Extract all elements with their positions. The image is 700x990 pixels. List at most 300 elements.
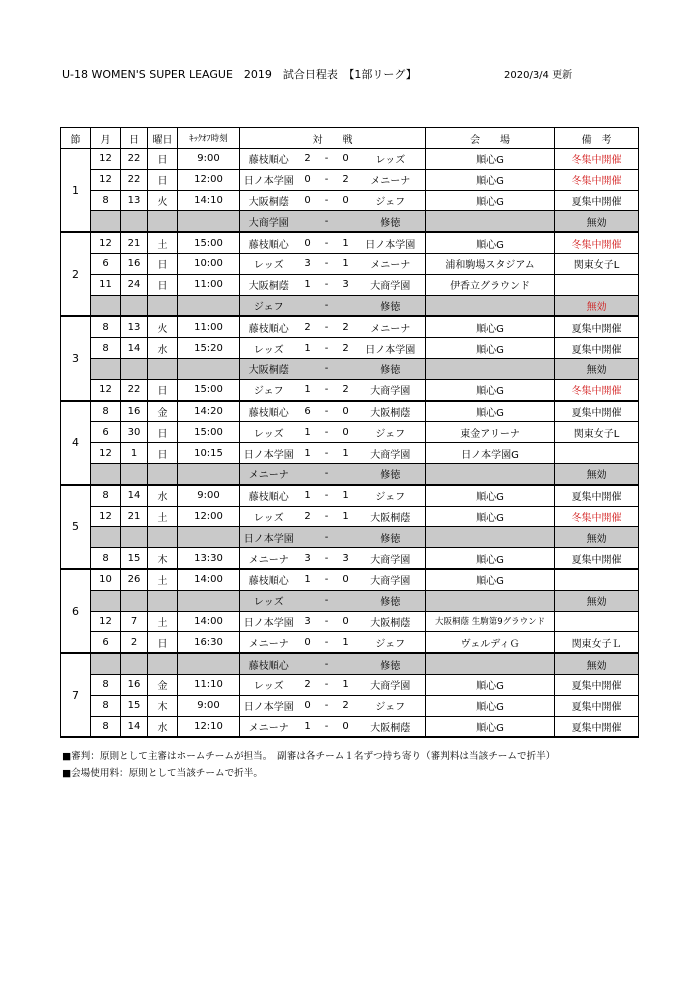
weekday-cell: 日: [148, 149, 178, 170]
away-team: 日ノ本学園: [356, 338, 426, 359]
score-dash: -: [318, 674, 336, 695]
kickoff-cell: 11:00: [178, 274, 240, 295]
table-row: [61, 443, 639, 464]
table-row: [61, 463, 639, 484]
day-cell: 22: [121, 379, 148, 400]
day-cell: 14: [121, 716, 148, 737]
away-score: 0: [336, 401, 356, 422]
home-team: 藤枝順心: [240, 149, 298, 170]
away-score: [336, 358, 356, 379]
month-cell: 12: [91, 611, 121, 632]
venue-cell: 順心G: [426, 674, 555, 695]
day-cell: [121, 358, 148, 379]
score-dash: -: [318, 653, 336, 674]
kickoff-cell: [178, 653, 240, 674]
weekday-cell: [148, 653, 178, 674]
away-score: 1: [336, 632, 356, 653]
table-row: [61, 653, 639, 674]
weekday-cell: [148, 463, 178, 484]
home-team: 藤枝順心: [240, 485, 298, 506]
away-score: 0: [336, 149, 356, 170]
month-cell: 8: [91, 485, 121, 506]
away-team: ジェフ: [356, 632, 426, 653]
month-cell: 8: [91, 190, 121, 211]
home-score: 1: [298, 274, 318, 295]
home-score: 3: [298, 253, 318, 274]
away-team: 修徳: [356, 211, 426, 232]
kickoff-cell: [178, 358, 240, 379]
month-cell: 8: [91, 695, 121, 716]
day-cell: 24: [121, 274, 148, 295]
note-cell: [555, 443, 639, 464]
venue-cell: 順心G: [426, 695, 555, 716]
header-weekday: 曜日: [148, 128, 178, 149]
month-cell: [91, 211, 121, 232]
month-cell: 8: [91, 338, 121, 359]
home-team: レッズ: [240, 590, 298, 611]
venue-cell: 順心G: [426, 316, 555, 337]
away-score: 2: [336, 379, 356, 400]
document-title: U-18 WOMEN'S SUPER LEAGUE 2019 試合日程表 【1部リーグ】: [62, 68, 417, 81]
home-team: メニーナ: [240, 632, 298, 653]
home-team: メニーナ: [240, 548, 298, 569]
note-cell: 冬集中開催: [555, 169, 639, 190]
venue-cell: 順心G: [426, 506, 555, 527]
note-cell: [555, 274, 639, 295]
kickoff-cell: [178, 527, 240, 548]
month-cell: 8: [91, 674, 121, 695]
weekday-cell: 火: [148, 316, 178, 337]
setsu-cell: 7: [61, 653, 91, 737]
score-dash: -: [318, 379, 336, 400]
score-dash: -: [318, 190, 336, 211]
away-score: 0: [336, 716, 356, 737]
venue-cell: 日ノ本学園G: [426, 443, 555, 464]
table-row: [61, 716, 639, 737]
away-team: 大阪桐蔭: [356, 611, 426, 632]
away-score: [336, 527, 356, 548]
day-cell: [121, 653, 148, 674]
score-dash: -: [318, 527, 336, 548]
away-score: 2: [336, 338, 356, 359]
home-score: 1: [298, 716, 318, 737]
score-dash: -: [318, 590, 336, 611]
home-team: 日ノ本学園: [240, 695, 298, 716]
weekday-cell: [148, 527, 178, 548]
away-team: メニーナ: [356, 169, 426, 190]
header-match: 対 戦: [240, 128, 426, 149]
venue-cell: [426, 653, 555, 674]
weekday-cell: 金: [148, 401, 178, 422]
day-cell: 15: [121, 548, 148, 569]
away-score: 1: [336, 253, 356, 274]
score-dash: -: [318, 569, 336, 590]
month-cell: [91, 358, 121, 379]
score-dash: -: [318, 506, 336, 527]
away-team: 修徳: [356, 295, 426, 316]
home-score: 1: [298, 338, 318, 359]
table-row: [61, 674, 639, 695]
score-dash: -: [318, 295, 336, 316]
kickoff-cell: 14:20: [178, 401, 240, 422]
home-score: 6: [298, 401, 318, 422]
home-team: 藤枝順心: [240, 401, 298, 422]
away-score: 2: [336, 169, 356, 190]
kickoff-cell: 14:10: [178, 190, 240, 211]
home-score: 2: [298, 506, 318, 527]
note-cell: 関東女子L: [555, 422, 639, 443]
kickoff-cell: [178, 463, 240, 484]
score-dash: -: [318, 632, 336, 653]
home-score: 0: [298, 190, 318, 211]
home-team: 日ノ本学園: [240, 443, 298, 464]
table-row: [61, 569, 639, 590]
score-dash: -: [318, 443, 336, 464]
note-cell: 夏集中開催: [555, 674, 639, 695]
home-team: レッズ: [240, 506, 298, 527]
home-team: レッズ: [240, 422, 298, 443]
away-team: 大阪桐蔭: [356, 401, 426, 422]
table-row: [61, 611, 639, 632]
away-score: 0: [336, 190, 356, 211]
home-team: 大阪桐蔭: [240, 190, 298, 211]
away-team: 大阪桐蔭: [356, 506, 426, 527]
kickoff-cell: 9:00: [178, 485, 240, 506]
note-cell: 冬集中開催: [555, 506, 639, 527]
table-row: [61, 358, 639, 379]
weekday-cell: 土: [148, 506, 178, 527]
day-cell: 2: [121, 632, 148, 653]
home-score: 2: [298, 149, 318, 170]
setsu-cell: 2: [61, 232, 91, 316]
home-team: メニーナ: [240, 716, 298, 737]
header-venue: 会 場: [426, 128, 555, 149]
home-score: 0: [298, 695, 318, 716]
weekday-cell: [148, 211, 178, 232]
month-cell: 12: [91, 506, 121, 527]
home-score: [298, 463, 318, 484]
update-date: 2020/3/4 更新: [504, 70, 573, 81]
note-cell: 関東女子Ｌ: [555, 632, 639, 653]
table-row: [61, 422, 639, 443]
away-score: [336, 211, 356, 232]
note-cell: 夏集中開催: [555, 190, 639, 211]
home-team: 日ノ本学園: [240, 611, 298, 632]
month-cell: 12: [91, 149, 121, 170]
venue-cell: 順心G: [426, 401, 555, 422]
away-team: ジェフ: [356, 422, 426, 443]
weekday-cell: 水: [148, 716, 178, 737]
note-cell: 夏集中開催: [555, 716, 639, 737]
venue-cell: [426, 527, 555, 548]
home-team: 日ノ本学園: [240, 527, 298, 548]
home-team: 大阪桐蔭: [240, 274, 298, 295]
month-cell: 8: [91, 401, 121, 422]
month-cell: 6: [91, 632, 121, 653]
note-cell: 冬集中開催: [555, 379, 639, 400]
month-cell: 8: [91, 316, 121, 337]
score-dash: -: [318, 211, 336, 232]
away-score: 1: [336, 674, 356, 695]
weekday-cell: 日: [148, 253, 178, 274]
venue-cell: 順心G: [426, 338, 555, 359]
schedule-table: [60, 127, 639, 738]
setsu-cell: 6: [61, 569, 91, 653]
home-score: 1: [298, 379, 318, 400]
away-score: [336, 463, 356, 484]
home-team: 藤枝順心: [240, 316, 298, 337]
venue-cell: 伊香立グラウンド: [426, 274, 555, 295]
away-team: 大商学園: [356, 548, 426, 569]
home-score: 0: [298, 632, 318, 653]
score-dash: -: [318, 274, 336, 295]
day-cell: [121, 590, 148, 611]
score-dash: -: [318, 422, 336, 443]
day-cell: 15: [121, 695, 148, 716]
kickoff-cell: [178, 590, 240, 611]
venue-cell: 順心G: [426, 169, 555, 190]
month-cell: 11: [91, 274, 121, 295]
day-cell: [121, 295, 148, 316]
footnotes: [62, 748, 555, 782]
weekday-cell: 水: [148, 485, 178, 506]
home-team: レッズ: [240, 338, 298, 359]
weekday-cell: 土: [148, 611, 178, 632]
note-cell: 無効: [555, 590, 639, 611]
home-team: 藤枝順心: [240, 569, 298, 590]
note-cell: [555, 611, 639, 632]
weekday-cell: 日: [148, 379, 178, 400]
table-row: [61, 190, 639, 211]
kickoff-cell: 9:00: [178, 695, 240, 716]
score-dash: -: [318, 149, 336, 170]
home-team: 大阪桐蔭: [240, 358, 298, 379]
table-row: [61, 590, 639, 611]
venue-cell: 順心G: [426, 716, 555, 737]
weekday-cell: [148, 590, 178, 611]
away-team: 大商学園: [356, 674, 426, 695]
home-score: [298, 295, 318, 316]
month-cell: [91, 590, 121, 611]
away-team: 大商学園: [356, 274, 426, 295]
away-team: 修徳: [356, 527, 426, 548]
home-team: 日ノ本学園: [240, 169, 298, 190]
weekday-cell: 土: [148, 569, 178, 590]
home-score: 3: [298, 611, 318, 632]
month-cell: 6: [91, 253, 121, 274]
table-row: [61, 485, 639, 506]
setsu-cell: 4: [61, 401, 91, 485]
score-dash: -: [318, 716, 336, 737]
away-team: メニーナ: [356, 253, 426, 274]
kickoff-cell: 15:20: [178, 338, 240, 359]
table-row: [61, 274, 639, 295]
note-cell: 冬集中開催: [555, 149, 639, 170]
note-cell: 夏集中開催: [555, 485, 639, 506]
month-cell: 12: [91, 379, 121, 400]
kickoff-cell: 14:00: [178, 611, 240, 632]
day-cell: 22: [121, 169, 148, 190]
kickoff-cell: 15:00: [178, 232, 240, 253]
home-score: [298, 653, 318, 674]
score-dash: -: [318, 232, 336, 253]
month-cell: [91, 653, 121, 674]
day-cell: 14: [121, 338, 148, 359]
footnote-referee: ■審判：原則として主審はホームチームが担当。 副審は各チーム１名ずつ持ち寄り（審判料は当該チームで折半）: [62, 751, 556, 762]
home-score: 1: [298, 569, 318, 590]
weekday-cell: [148, 358, 178, 379]
table-row: [61, 316, 639, 337]
table-row: [61, 253, 639, 274]
home-score: 1: [298, 485, 318, 506]
month-cell: [91, 463, 121, 484]
weekday-cell: 日: [148, 169, 178, 190]
kickoff-cell: [178, 295, 240, 316]
day-cell: 16: [121, 401, 148, 422]
home-score: 1: [298, 443, 318, 464]
away-score: 1: [336, 232, 356, 253]
weekday-cell: 木: [148, 695, 178, 716]
note-cell: [555, 569, 639, 590]
day-cell: [121, 527, 148, 548]
home-team: 大商学園: [240, 211, 298, 232]
day-cell: 14: [121, 485, 148, 506]
venue-cell: 順心G: [426, 379, 555, 400]
table-row: [61, 169, 639, 190]
away-score: [336, 295, 356, 316]
weekday-cell: 木: [148, 548, 178, 569]
header-setsu: 節: [61, 128, 91, 149]
day-cell: [121, 463, 148, 484]
note-cell: 無効: [555, 295, 639, 316]
away-team: 大商学園: [356, 379, 426, 400]
kickoff-cell: 13:30: [178, 548, 240, 569]
home-score: 2: [298, 316, 318, 337]
away-score: 1: [336, 485, 356, 506]
day-cell: 26: [121, 569, 148, 590]
home-team: レッズ: [240, 253, 298, 274]
month-cell: 6: [91, 422, 121, 443]
table-row: [61, 548, 639, 569]
month-cell: 8: [91, 716, 121, 737]
away-score: 0: [336, 611, 356, 632]
home-team: ジェフ: [240, 379, 298, 400]
note-cell: 夏集中開催: [555, 316, 639, 337]
venue-cell: 順心G: [426, 485, 555, 506]
header-day: 日: [121, 128, 148, 149]
venue-cell: [426, 463, 555, 484]
away-score: 0: [336, 569, 356, 590]
table-row: [61, 338, 639, 359]
away-team: ジェフ: [356, 485, 426, 506]
table-row: [61, 295, 639, 316]
venue-cell: [426, 295, 555, 316]
table-header-row: [61, 128, 639, 149]
home-score: 0: [298, 232, 318, 253]
score-dash: -: [318, 358, 336, 379]
day-cell: 13: [121, 316, 148, 337]
kickoff-cell: 12:10: [178, 716, 240, 737]
home-score: 3: [298, 548, 318, 569]
setsu-cell: 5: [61, 485, 91, 569]
away-team: 大商学園: [356, 569, 426, 590]
away-score: 2: [336, 316, 356, 337]
kickoff-cell: 16:30: [178, 632, 240, 653]
weekday-cell: [148, 295, 178, 316]
note-cell: 夏集中開催: [555, 338, 639, 359]
home-team: 藤枝順心: [240, 232, 298, 253]
table-row: [61, 695, 639, 716]
kickoff-cell: 15:00: [178, 422, 240, 443]
note-cell: 関東女子L: [555, 253, 639, 274]
day-cell: [121, 211, 148, 232]
kickoff-cell: 10:15: [178, 443, 240, 464]
away-team: 大阪桐蔭: [356, 716, 426, 737]
venue-cell: 順心G: [426, 149, 555, 170]
kickoff-cell: 11:10: [178, 674, 240, 695]
header-month: 月: [91, 128, 121, 149]
table-row: [61, 232, 639, 253]
venue-cell: 大阪桐蔭 生駒第9グラウンド: [426, 611, 555, 632]
away-team: メニーナ: [356, 316, 426, 337]
home-team: ジェフ: [240, 295, 298, 316]
day-cell: 21: [121, 232, 148, 253]
home-score: 2: [298, 674, 318, 695]
score-dash: -: [318, 611, 336, 632]
home-team: 藤枝順心: [240, 653, 298, 674]
score-dash: -: [318, 338, 336, 359]
month-cell: [91, 295, 121, 316]
table-row: [61, 211, 639, 232]
kickoff-cell: 12:00: [178, 169, 240, 190]
away-team: ジェフ: [356, 695, 426, 716]
away-score: 3: [336, 274, 356, 295]
score-dash: -: [318, 695, 336, 716]
away-score: [336, 653, 356, 674]
away-team: 修徳: [356, 590, 426, 611]
venue-cell: 東金アリーナ: [426, 422, 555, 443]
table-row: [61, 527, 639, 548]
note-cell: 無効: [555, 527, 639, 548]
away-score: 0: [336, 422, 356, 443]
day-cell: 30: [121, 422, 148, 443]
away-score: 3: [336, 548, 356, 569]
weekday-cell: 土: [148, 232, 178, 253]
away-team: 大商学園: [356, 443, 426, 464]
weekday-cell: 日: [148, 274, 178, 295]
day-cell: 13: [121, 190, 148, 211]
kickoff-cell: 14:00: [178, 569, 240, 590]
weekday-cell: 金: [148, 674, 178, 695]
away-team: レッズ: [356, 149, 426, 170]
venue-cell: 浦和駒場スタジアム: [426, 253, 555, 274]
month-cell: 12: [91, 169, 121, 190]
kickoff-cell: 12:00: [178, 506, 240, 527]
away-score: 2: [336, 695, 356, 716]
month-cell: 12: [91, 232, 121, 253]
score-dash: -: [318, 316, 336, 337]
table-row: [61, 401, 639, 422]
home-score: [298, 211, 318, 232]
kickoff-cell: [178, 211, 240, 232]
month-cell: [91, 527, 121, 548]
home-team: レッズ: [240, 674, 298, 695]
note-cell: 無効: [555, 653, 639, 674]
day-cell: 16: [121, 253, 148, 274]
day-cell: 16: [121, 674, 148, 695]
score-dash: -: [318, 169, 336, 190]
weekday-cell: 日: [148, 632, 178, 653]
